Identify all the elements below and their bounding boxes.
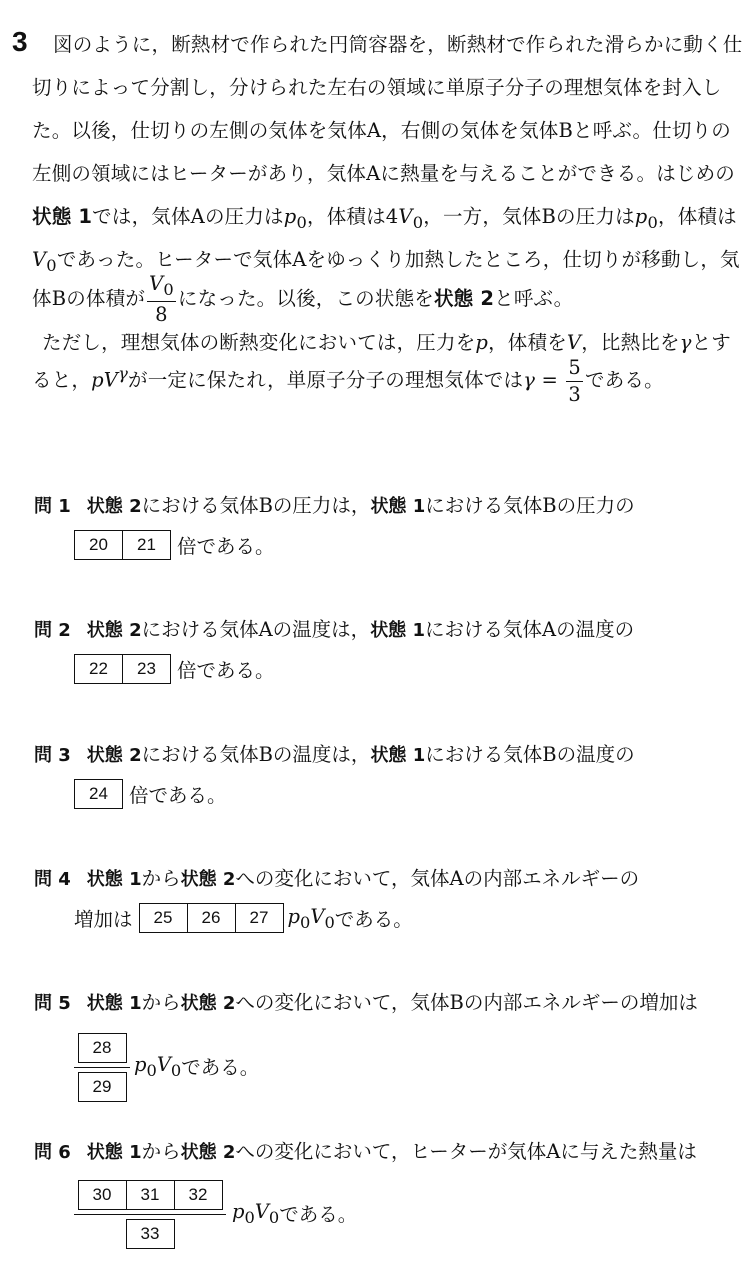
state-term: 状態 2 xyxy=(86,745,142,766)
intro-text: では，気体Aの圧力は xyxy=(92,205,284,228)
intro-text: ，体積は xyxy=(658,205,737,228)
intro-text: ，体積は4 xyxy=(307,205,399,228)
symbol-v: V xyxy=(254,1199,269,1223)
intro-text: と呼ぶ。 xyxy=(494,286,574,310)
symbol-p: p xyxy=(287,904,300,928)
intro-line-8 xyxy=(42,327,731,355)
intro-line-9 xyxy=(32,358,664,404)
symbol-p: p xyxy=(283,205,297,228)
answer-box-group xyxy=(74,530,171,560)
intro-line-4: 左側の領域にはヒーターがあり，気体Aに熱量を与えることができる。はじめの xyxy=(32,162,736,185)
subscript-0: 0 xyxy=(296,212,307,232)
subscript-0: 0 xyxy=(244,1207,255,1227)
intro-line-3: た。以後，仕切りの左側の気体を気体A，右側の気体を気体Bと呼ぶ。仕切りの xyxy=(32,119,732,142)
question-text: における気体Bの圧力の xyxy=(425,494,635,517)
answer-box-32: 32 xyxy=(188,1185,208,1204)
symbol-p: p xyxy=(475,331,489,354)
answer-fraction-6 xyxy=(74,1180,226,1249)
question-text: から xyxy=(141,991,181,1014)
unit-p0v0 xyxy=(288,905,335,932)
symbol-p: p xyxy=(634,205,648,228)
intro-line-7 xyxy=(32,274,573,325)
unit-p0v0 xyxy=(232,1200,279,1227)
state-term: 状態 2 xyxy=(180,1142,236,1163)
question-5 xyxy=(34,987,698,1015)
answer-box-22: 22 xyxy=(75,655,123,683)
state-term: 状態 2 xyxy=(180,993,236,1014)
state-1-term: 状態 1 xyxy=(32,205,93,228)
symbol-v: V xyxy=(149,272,164,295)
intro-text: とす xyxy=(691,331,731,354)
answer-tail: 倍である。 xyxy=(177,659,275,682)
answer-tail: である。 xyxy=(334,908,413,931)
intro-text: ，一方，気体Bの圧力は xyxy=(423,205,635,228)
intro-line-5 xyxy=(32,201,737,232)
answer-tail: である。 xyxy=(279,1203,358,1226)
question-2 xyxy=(34,614,634,642)
numerator-box-group xyxy=(78,1033,127,1063)
question-text: における気体Bの温度は， xyxy=(141,743,371,766)
question-label: 問 3 xyxy=(34,745,71,766)
answer-tail: 倍である。 xyxy=(129,784,227,807)
fraction-numerator: 5 xyxy=(566,358,583,382)
symbol-v: V xyxy=(103,368,119,392)
state-term: 状態 2 xyxy=(86,496,142,517)
subscript-0: 0 xyxy=(268,1207,280,1227)
answer-box-group xyxy=(74,779,123,809)
state-term: 状態 1 xyxy=(86,1142,142,1163)
symbol-p: p xyxy=(232,1199,245,1223)
question-label: 問 1 xyxy=(34,496,71,517)
answer-box-24: 24 xyxy=(89,784,108,803)
answer-box-group xyxy=(139,903,284,933)
question-label: 問 6 xyxy=(34,1142,71,1163)
intro-line-2: 切りによって分割し，分けられた左右の領域に単原子分子の理想気体を封入し xyxy=(32,76,722,99)
subscript-0: 0 xyxy=(170,1060,182,1080)
subscript-0: 0 xyxy=(647,212,659,232)
symbol-v: V xyxy=(310,904,325,928)
symbol-v: V xyxy=(566,331,582,354)
question-6 xyxy=(34,1136,697,1164)
numerator-box-group xyxy=(78,1180,223,1210)
intro-text: になった。以後，この状態を xyxy=(177,286,434,310)
question-label: 問 4 xyxy=(34,869,71,890)
fraction-denominator: 3 xyxy=(568,382,581,406)
answer-box-25: 25 xyxy=(140,904,188,932)
answer-tail: である。 xyxy=(181,1056,260,1079)
question-label: 問 5 xyxy=(34,993,71,1014)
question-text: における気体Bの温度の xyxy=(425,743,635,766)
answer-box-31: 31 xyxy=(127,1181,175,1209)
question-label: 問 2 xyxy=(34,620,71,641)
denominator-box-group xyxy=(78,1072,127,1102)
state-term: 状態 1 xyxy=(86,993,142,1014)
answer-row-6 xyxy=(232,1199,357,1227)
answer-tail: 倍である。 xyxy=(177,535,275,558)
intro-text: 体Bの体積が xyxy=(32,286,146,310)
question-4 xyxy=(34,863,639,891)
state-term: 状態 1 xyxy=(370,745,426,766)
symbol-v: V xyxy=(32,248,47,271)
answer-row-4 xyxy=(74,903,413,933)
question-text: における気体Aの温度は， xyxy=(141,618,371,641)
fraction-bar xyxy=(74,1067,130,1068)
question-text: への変化において，気体Bの内部エネルギーの増加は xyxy=(235,991,698,1014)
answer-box-21: 21 xyxy=(137,535,156,554)
question-text: から xyxy=(141,867,181,890)
question-3 xyxy=(34,739,635,767)
answer-box-27: 27 xyxy=(249,908,269,927)
subscript-0: 0 xyxy=(324,912,335,932)
answer-box-23: 23 xyxy=(137,659,156,678)
question-1 xyxy=(34,490,635,518)
gamma-fraction xyxy=(566,358,583,404)
answer-box-28: 28 xyxy=(92,1038,112,1057)
answer-row-2 xyxy=(74,654,275,684)
answer-row-3 xyxy=(74,779,227,809)
state-term: 状態 2 xyxy=(86,620,142,641)
symbol-v: V xyxy=(156,1052,171,1076)
answer-fraction-5 xyxy=(74,1033,130,1102)
answer-prefix: 増加は xyxy=(74,908,133,931)
fraction-denominator: 8 xyxy=(155,303,168,327)
state-term: 状態 1 xyxy=(370,496,426,517)
state-term: 状態 1 xyxy=(370,620,425,641)
fraction-bar xyxy=(74,1214,226,1215)
question-text: への変化において，ヒーターが気体Aに与えた熱量は xyxy=(235,1140,697,1163)
subscript-0: 0 xyxy=(412,212,424,232)
subscript-0: 0 xyxy=(163,279,174,299)
state-term: 状態 1 xyxy=(86,869,142,890)
intro-text: ，体積を xyxy=(488,331,567,354)
symbol-gamma: γ xyxy=(118,364,129,383)
answer-row-5 xyxy=(134,1052,259,1080)
denominator-box-group xyxy=(126,1219,175,1249)
state-term: 状態 2 xyxy=(180,869,236,890)
intro-text: ると， xyxy=(32,368,92,392)
unit-p0v0 xyxy=(134,1053,181,1080)
symbol-gamma: γ xyxy=(679,331,692,354)
intro-text: である。 xyxy=(585,368,664,392)
answer-box-20: 20 xyxy=(75,531,123,559)
intro-text: ，比熱比を xyxy=(581,331,680,354)
question-text: から xyxy=(141,1140,181,1163)
volume-fraction xyxy=(147,274,176,325)
answer-box-26: 26 xyxy=(188,904,236,932)
answer-box-30: 30 xyxy=(79,1181,127,1209)
equals-sign: = xyxy=(535,368,565,392)
intro-text: が一定に保たれ，単原子分子の理想気体では xyxy=(128,368,524,392)
symbol-p: p xyxy=(91,368,104,392)
symbol-v: V xyxy=(398,205,413,228)
intro-text: であった。ヒーターで気体Aをゆっくり加熱したところ，仕切りが移動し，気 xyxy=(56,248,740,271)
question-text: における気体Bの圧力は， xyxy=(141,494,371,517)
answer-box-29: 29 xyxy=(92,1077,112,1096)
answer-row-1 xyxy=(74,530,275,560)
subscript-0: 0 xyxy=(146,1060,157,1080)
symbol-p: p xyxy=(134,1052,147,1076)
subscript-0: 0 xyxy=(300,912,311,932)
answer-box-group xyxy=(74,654,171,684)
question-text: への変化において，気体Aの内部エネルギーの xyxy=(235,867,640,890)
intro-text: ただし，理想気体の断熱変化においては，圧力を xyxy=(42,331,476,354)
answer-box-33: 33 xyxy=(140,1224,160,1243)
symbol-gamma: γ xyxy=(523,368,536,392)
subscript-0: 0 xyxy=(46,255,57,275)
intro-line-6 xyxy=(32,244,740,275)
problem-number: 3 xyxy=(12,26,28,57)
state-2-term: 状態 2 xyxy=(433,286,495,310)
question-text: における気体Aの温度の xyxy=(424,618,635,641)
intro-line-1: 図のように，断熱材で作られた円筒容器を，断熱材で作られた滑らかに動く仕 xyxy=(53,33,743,56)
